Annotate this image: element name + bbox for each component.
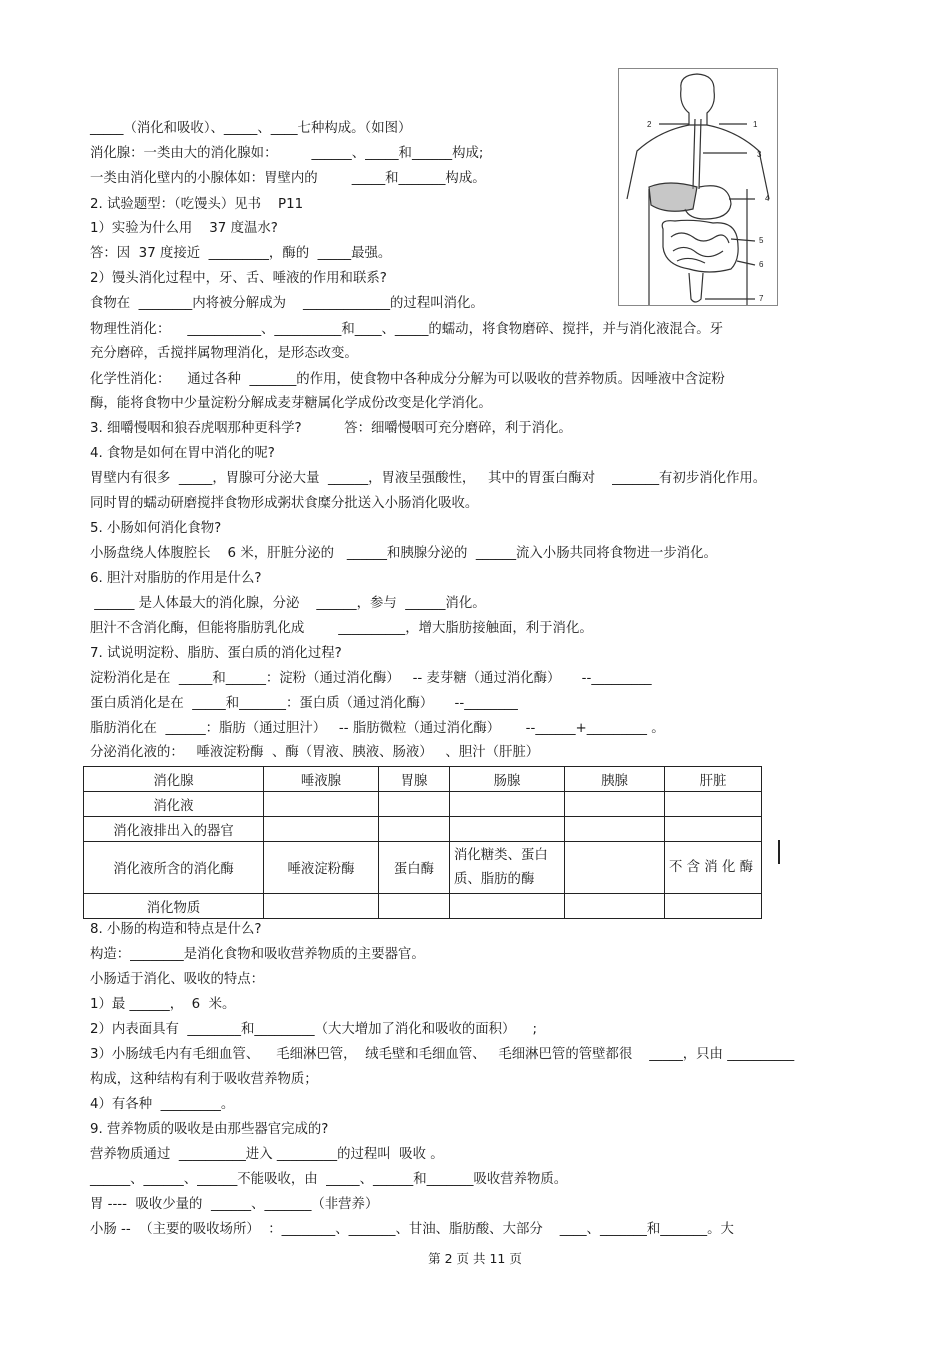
table-header-cell: 胃腺 <box>379 767 450 792</box>
figure-label-2: 2 <box>647 120 652 129</box>
table-header-cell: 肠腺 <box>450 767 565 792</box>
text-line: 小肠盘绕人体腹腔长 6 米，肝脏分泌的 ______和胰腺分泌的 ______流入小肠共同将食物进一步消化。 <box>90 546 717 561</box>
table-cell <box>565 817 665 842</box>
text-line: 酶，能将食物中少量淀粉分解成麦芽糖属化学成份改变是化学消化。 <box>90 396 492 411</box>
table-cell: 不 含 消 化 酶 <box>665 842 762 894</box>
text-line: 消化腺：一类由大的消化腺如： ______、_____和______构成; <box>90 146 484 161</box>
text-line: 胃壁内有很多 _____，胃腺可分泌大量 ______，胃液呈强酸性， 其中的胃蛋白酶对 _______有初步消化作用。 <box>90 471 767 486</box>
text-line: 2）馒头消化过程中，牙、舌、唾液的作用和联系? <box>90 271 387 286</box>
table-cell: 消化液排出入的器官 <box>84 817 264 842</box>
text-line: 营养物质通过 __________进入 _________的过程叫 吸收 。 <box>90 1147 444 1162</box>
table-cell: 消化液所含的消化酶 <box>84 842 264 894</box>
table-cell <box>565 894 665 919</box>
text-line: 物理性消化： ___________、__________和____、_____的蠕动，将食物磨碎、搅拌，并与消化液混合。牙 <box>90 322 723 337</box>
text-line: 一类由消化壁内的小腺体如：胃壁内的 _____和_______构成。 <box>90 171 486 186</box>
table-cell <box>264 894 379 919</box>
table-cell <box>379 894 450 919</box>
table-row <box>84 817 762 842</box>
text-line: 分泌消化液的： 唾液淀粉酶 、酶（胃液、胰液、肠液） 、胆汁（肝脏） <box>90 745 540 760</box>
table-cell <box>450 792 565 817</box>
table-row <box>84 894 762 919</box>
table-row <box>84 842 762 894</box>
table-cell <box>565 842 665 894</box>
figure-label-3: 3 <box>757 150 762 159</box>
table-header-cell: 唾液腺 <box>264 767 379 792</box>
table-header-row <box>84 767 762 792</box>
table-cell <box>264 792 379 817</box>
text-line: 蛋白质消化是在 _____和_______：蛋白质（通过消化酶） --________ <box>90 696 518 711</box>
text-line: 构造：________是消化食物和吸收营养物质的主要器官。 <box>90 947 425 962</box>
figure-label-7: 7 <box>759 294 764 303</box>
text-line: 4. 食物是如何在胃中消化的呢? <box>90 446 275 461</box>
text-line: _____（消化和吸收）、_____、____七种构成。（如图） <box>90 121 412 136</box>
figure-label-4: 4 <box>765 194 770 203</box>
text-line: 2. 试验题型：（吃馒头）见书 P11 <box>90 197 304 212</box>
figure-label-5: 5 <box>759 236 764 245</box>
table-cell <box>379 792 450 817</box>
table-cell <box>264 817 379 842</box>
text-line: 淀粉消化是在 _____和______：淀粉（通过消化酶） -- 麦芽糖（通过消化酶） --_________ <box>90 671 652 686</box>
table-cell <box>665 894 762 919</box>
table-cell <box>665 792 762 817</box>
text-line: 脂肪消化在 ______：脂肪（通过胆汁） -- 脂肪微粒（通过消化酶） --______+_________ 。 <box>90 721 665 736</box>
text-line: 8. 小肠的构造和特点是什么? <box>90 922 262 937</box>
text-line: 胆汁不含消化酶，但能将脂肪乳化成 __________，增大脂肪接触面，利于消化。 <box>90 621 593 636</box>
text-line: 1）实验为什么用 37 度温水? <box>90 221 278 236</box>
digestive-gland-table <box>83 766 762 919</box>
table-cell <box>379 817 450 842</box>
text-line: 小肠 -- （主要的吸收场所） ：________、_______、甘油、脂肪酸、大部分 ____、_______和_______。大 <box>90 1222 734 1237</box>
table-cell <box>450 894 565 919</box>
table-cell: 蛋白酶 <box>379 842 450 894</box>
text-line: ______、______、______不能吸收，由 _____、______和_______吸收营养物质。 <box>90 1172 568 1187</box>
text-line: 6. 胆汁对脂肪的作用是什么? <box>90 571 262 586</box>
text-line: 7. 试说明淀粉、脂肪、蛋白质的消化过程? <box>90 646 342 661</box>
table-cell: 唾液淀粉酶 <box>264 842 379 894</box>
digestive-system-figure <box>618 68 778 306</box>
text-line: 5. 小肠如何消化食物? <box>90 521 222 536</box>
margin-bar <box>778 840 780 864</box>
text-line: 充分磨碎，舌搅拌属物理消化，是形态改变。 <box>90 346 358 361</box>
table-row <box>84 792 762 817</box>
text-line: 小肠适于消化、吸收的特点： <box>90 972 265 987</box>
text-line: 3. 细嚼慢咽和狼吞虎咽那种更科学? 答：细嚼慢咽可充分磨碎，利于消化。 <box>90 421 572 436</box>
text-line: 答：因 37 度接近 _________，酶的 _____最强。 <box>90 246 392 261</box>
text-line: 构成，这种结构有利于吸收营养物质； <box>90 1072 318 1087</box>
text-line: 3）小肠绒毛内有毛细血管、 毛细淋巴管， 绒毛壁和毛细血管、 毛细淋巴管的管壁都很 _____，只由 __________ <box>90 1047 795 1062</box>
page-footer: 第 2 页 共 11 页 <box>428 1251 522 1266</box>
table-cell <box>665 817 762 842</box>
text-line: 食物在 ________内将被分解成为 _____________的过程叫消化。 <box>90 296 484 311</box>
text-line: 胃 ---- 吸收少量的 ______、_______（非营养） <box>90 1197 379 1212</box>
text-line: 9. 营养物质的吸收是由那些器官完成的? <box>90 1122 329 1137</box>
text-line: 化学性消化： 通过各种 _______的作用，使食物中各种成分分解为可以吸收的营养物质。因唾液中含淀粉 <box>90 372 725 387</box>
table-cell: 消化物质 <box>84 894 264 919</box>
figure-label-6: 6 <box>759 260 764 269</box>
text-line: 1）最 ______， 6 米。 <box>90 997 236 1012</box>
figure-label-1: 1 <box>753 120 758 129</box>
text-line: 2）内表面具有 ________和_________（大大增加了消化和吸收的面积） ; <box>90 1022 537 1037</box>
table-cell <box>565 792 665 817</box>
text-line: 同时胃的蠕动研磨搅拌食物形成粥状食糜分批送入小肠消化吸收。 <box>90 496 479 511</box>
text-line: 4）有各种 _________。 <box>90 1097 235 1112</box>
table-cell <box>450 817 565 842</box>
table-cell: 消化糖类、蛋白质、脂肪的酶 <box>450 842 565 894</box>
digestive-system-diagram <box>619 69 777 305</box>
table-header-cell: 肝脏 <box>665 767 762 792</box>
table-cell: 消化液 <box>84 792 264 817</box>
text-line: ______ 是人体最大的消化腺，分泌 ______，参与 ______消化。 <box>90 596 486 611</box>
table-header-cell: 消化腺 <box>84 767 264 792</box>
table-header-cell: 胰腺 <box>565 767 665 792</box>
